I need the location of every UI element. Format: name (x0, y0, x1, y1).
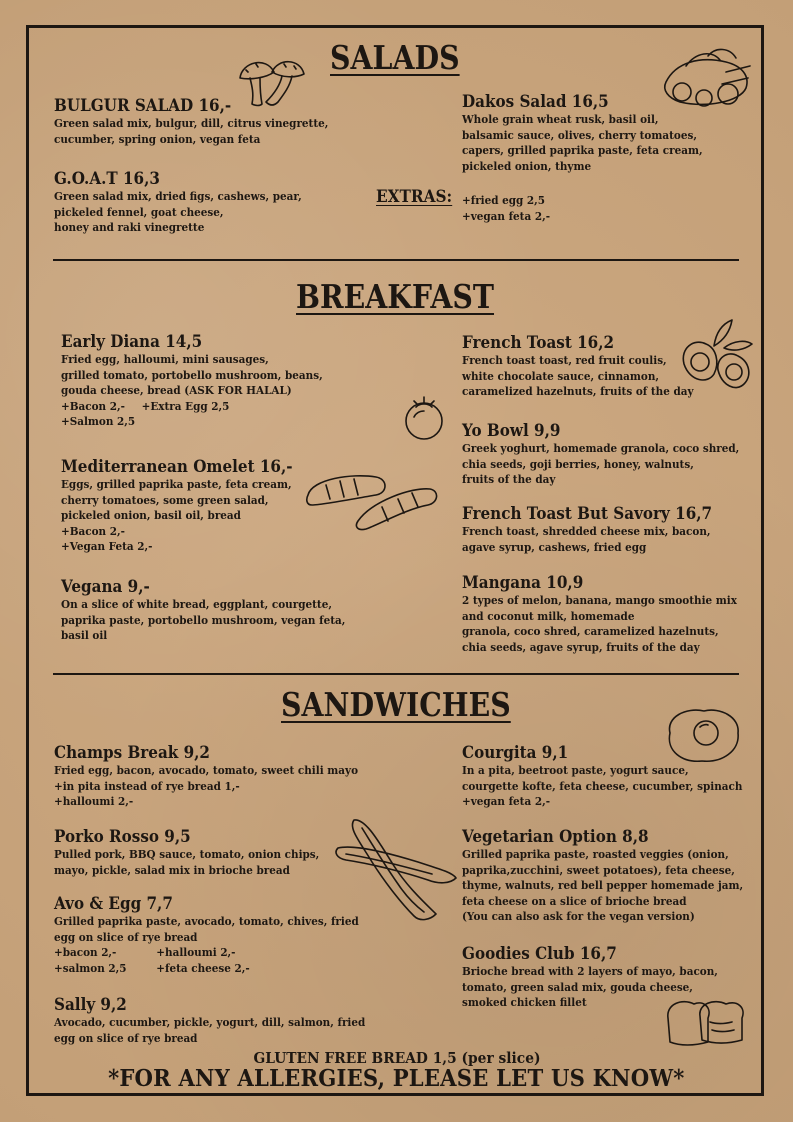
extra-egg: +Extra Egg 2,5 (141, 398, 230, 413)
item-title: Dakos Salad 16,5 (462, 92, 609, 111)
fried-egg-icon (662, 703, 744, 767)
desc-line: +fried egg 2,5 (462, 193, 546, 207)
item-title: Mangana 10,9 (462, 573, 584, 592)
item-title: Avo & Egg 7,7 (54, 894, 173, 913)
extra-feta: +feta cheese 2,- (156, 960, 250, 975)
item-title: Yo Bowl 9,9 (462, 421, 561, 440)
goat-salad-item (54, 169, 384, 236)
extra-bacon: +Bacon 2,- (61, 398, 125, 413)
salads-title: SALADS (330, 38, 460, 77)
item-description (54, 847, 361, 878)
item-title: BULGUR SALAD 16,- (54, 96, 232, 115)
vegetarian-option-item (462, 827, 792, 925)
desc-line: egg on slice of rye bread (54, 929, 198, 944)
desc-line: Grilled paprika paste, avocado, tomato, chives, fried (54, 914, 359, 928)
extra-salmon: +salmon 2,5 (54, 960, 127, 975)
item-title: G.O.A.T 16,3 (54, 169, 160, 188)
desc-line: +vegan feta 2,- (462, 794, 551, 808)
allergy-text: *FOR ANY ALLERGIES, PLEASE LET US KNOW* (108, 1065, 685, 1092)
section-divider (53, 673, 739, 675)
item-description (54, 189, 361, 236)
desc-line: In a pita, beetroot paste, yogurt sauce, (462, 763, 689, 777)
avocado-icon (676, 318, 760, 396)
desc-line: mayo, pickle, salad mix in brioche bread (54, 862, 290, 877)
item-description (61, 597, 368, 644)
extras-row (54, 945, 361, 961)
mushroom-icon (236, 54, 308, 116)
desc-line: pickeled onion, thyme (462, 158, 592, 173)
sausage-icon (302, 465, 442, 537)
desc-line: Brioche bread with 2 layers of mayo, bacon, (462, 964, 718, 978)
item-description (462, 441, 769, 488)
desc-line: paprika,zucchini, sweet potatoes), feta cheese, (462, 862, 735, 877)
desc-line: French toast toast, red fruit coulis, (462, 353, 667, 367)
desc-line: capers, grilled paprika paste, feta cream, (462, 143, 703, 157)
bacon-icon (332, 814, 462, 924)
desc-line: chia seeds, goji berries, honey, walnuts, (462, 456, 694, 471)
item-description (54, 116, 361, 147)
desc-line (61, 399, 368, 415)
item-description (54, 914, 361, 976)
item-title: Champs Break 9,2 (54, 743, 210, 762)
bulgur-salad-item (54, 96, 384, 147)
desc-line: +in pita instead of rye bread 1,- (54, 778, 240, 793)
item-description (54, 1015, 366, 1046)
extras-list (462, 193, 550, 224)
extra-salmon: +Salmon 2,5 (61, 414, 136, 428)
desc-line: +halloumi 2,- (54, 794, 134, 808)
desc-line: and coconut milk, homemade (462, 608, 635, 623)
desc-line: cherry tomatoes, some green salad, (61, 492, 269, 507)
desc-line: balsamic sauce, olives, cherry tomatoes, (462, 127, 697, 142)
desc-line: basil oil (61, 628, 108, 642)
item-title: Early Diana 14,5 (61, 332, 203, 351)
section-divider (53, 259, 739, 261)
desc-line: gouda cheese, bread (ASK FOR HALAL) (61, 383, 292, 397)
desc-line: granola, coco shred, caramelized hazelnuts, (462, 624, 719, 638)
desc-line: paprika paste, portobello mushroom, vegan feta, (61, 612, 346, 627)
desc-line: +Bacon 2,- (61, 523, 125, 538)
item-title: Mediterranean Omelet 16,- (61, 457, 293, 476)
desc-line: grilled tomato, portobello mushroom, beans, (61, 367, 323, 382)
desc-line: +vegan feta 2,- (462, 208, 551, 223)
salad-bowl-icon (656, 42, 756, 120)
item-title: Goodies Club 16,7 (462, 944, 617, 963)
gluten-free-text: GLUTEN FREE BREAD 1,5 (per slice) (252, 1049, 541, 1067)
extras-label: EXTRAS: (376, 187, 453, 207)
early-diana-item (61, 332, 391, 430)
desc-line: egg on slice of rye bread (54, 1030, 198, 1045)
item-title: Porko Rosso 9,5 (54, 827, 191, 846)
desc-line: agave syrup, cashews, fried egg (462, 539, 647, 554)
tomato-icon (400, 395, 448, 443)
desc-line: 2 types of melon, banana, mango smoothie mix (462, 593, 737, 607)
desc-line: Green salad mix, bulgur, dill, citrus vinegrette, (54, 116, 329, 130)
desc-line: On a slice of white bread, eggplant, courgette, (61, 597, 332, 611)
toast-icon (664, 994, 748, 1050)
extra-bacon: +bacon 2,- (54, 945, 117, 959)
mangana-item (462, 573, 792, 655)
item-title: Vegana 9,- (61, 577, 150, 596)
extras-row (54, 961, 361, 977)
desc-line: Eggs, grilled paprika paste, feta cream, (61, 477, 292, 491)
champs-break-item (54, 743, 384, 810)
item-description (462, 847, 769, 925)
vegana-item (61, 577, 391, 644)
item-description (462, 524, 769, 555)
desc-line: French toast, shredded cheese mix, bacon, (462, 524, 711, 538)
desc-line: feta cheese on a slice of brioche bread (462, 893, 687, 908)
item-title: Sally 9,2 (54, 995, 127, 1014)
desc-line: Fried egg, bacon, avocado, tomato, sweet chili mayo (54, 763, 359, 777)
sally-item (54, 995, 384, 1046)
item-description (61, 352, 368, 430)
desc-line: Greek yoghurt, homemade granola, coco shred, (462, 441, 740, 455)
desc-line: smoked chicken fillet (462, 995, 587, 1009)
desc-line: pickeled onion, basil oil, bread (61, 508, 241, 522)
desc-line: Whole grain wheat rusk, basil oil, (462, 112, 659, 126)
desc-line: honey and raki vinegrette (54, 220, 205, 234)
item-description (54, 763, 361, 810)
item-title: French Toast But Savory 16,7 (462, 504, 713, 523)
desc-line: thyme, walnuts, red bell pepper homemade jam, (462, 878, 744, 892)
item-title: Courgita 9,1 (462, 743, 569, 762)
item-description (462, 112, 769, 174)
extra-halloumi: +halloumi 2,- (156, 945, 236, 959)
breakfast-title: BREAKFAST (296, 277, 495, 316)
desc-line: caramelized hazelnuts, fruits of the day (462, 384, 694, 398)
desc-line: +Vegan Feta 2,- (61, 539, 153, 553)
allergy-notice (0, 1065, 793, 1092)
item-description (462, 593, 769, 655)
desc-line: pickeled fennel, goat cheese, (54, 204, 224, 219)
desc-line: Green salad mix, dried figs, cashews, pear, (54, 189, 302, 203)
desc-line: tomato, green salad mix, gouda cheese, (462, 979, 693, 994)
desc-line: courgette kofte, feta cheese, cucumber, spinach (462, 778, 743, 793)
item-description (462, 763, 769, 810)
french-toast-savory-item (462, 504, 792, 555)
desc-line: white chocolate sauce, cinnamon, (462, 368, 660, 383)
desc-line: (You can also ask for the vegan version) (462, 909, 695, 923)
desc-line: chia seeds, agave syrup, fruits of the day (462, 639, 700, 654)
item-title: French Toast 16,2 (462, 333, 615, 352)
sandwiches-title: SANDWICHES (281, 685, 511, 724)
desc-line: Avocado, cucumber, pickle, yogurt, dill, salmon, fried (54, 1015, 366, 1029)
desc-line: Fried egg, halloumi, mini sausages, (61, 352, 269, 366)
desc-line: Grilled paprika paste, roasted veggies (onion, (462, 847, 729, 861)
yo-bowl-item (462, 421, 792, 488)
item-title: Vegetarian Option 8,8 (462, 827, 649, 846)
desc-line: fruits of the day (462, 472, 556, 486)
desc-line: cucumber, spring onion, vegan feta (54, 131, 261, 146)
desc-line: Pulled pork, BBQ sauce, tomato, onion chips, (54, 847, 320, 861)
